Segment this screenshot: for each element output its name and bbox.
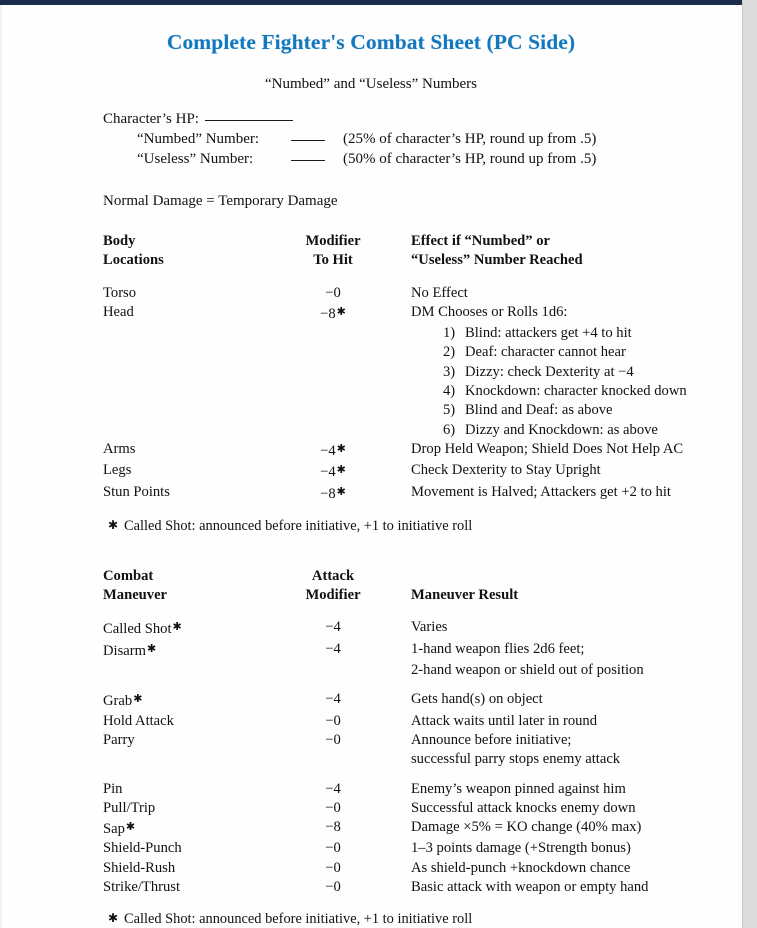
maneuver-modifier: −0	[325, 879, 341, 896]
maneuver-name: Shield-Rush	[103, 859, 176, 876]
useless-number-label: “Useless” Number:	[137, 151, 254, 167]
asterisk-icon: ✱	[108, 911, 119, 926]
d6-number: 5)	[443, 402, 456, 419]
numbed-number-blank[interactable]	[291, 140, 325, 141]
maneuver-modifier: −4	[325, 640, 341, 657]
maneuver-result: Basic attack with weapon or empty hand	[411, 879, 649, 896]
called-shot-asterisk-icon: ✱	[125, 821, 136, 834]
location-effect: Drop Held Weapon; Shield Does Not Help AC	[411, 440, 684, 457]
d6-number: 4)	[443, 383, 456, 400]
table-row	[0, 712, 742, 731]
location-modifier: −8✱	[320, 305, 346, 322]
list-item	[443, 382, 742, 401]
header-to-hit: To Hit	[313, 252, 353, 269]
location-name: Torso	[103, 284, 137, 301]
table-row	[0, 799, 742, 818]
useless-number-note: (50% of character’s HP, round up from .5)	[343, 151, 597, 167]
list-item	[443, 363, 742, 382]
list-item	[443, 324, 742, 343]
called-shot-asterisk-icon: ✱	[172, 621, 182, 634]
table-row	[0, 818, 742, 839]
called-shot-asterisk-icon: ✱	[146, 642, 157, 655]
table-header-row	[0, 232, 742, 251]
page-right-margin	[742, 0, 757, 928]
maneuver-modifier: −4	[325, 691, 341, 708]
called-shot-asterisk-icon: ✱	[336, 442, 346, 455]
maneuver-result: 1–3 points damage (+Strength bonus)	[411, 840, 631, 857]
d6-number: 2)	[443, 344, 456, 361]
character-hp-line	[103, 109, 742, 129]
header-modifier: Modifier	[305, 587, 361, 604]
maneuver-modifier: −8	[325, 819, 341, 836]
location-name: Arms	[103, 440, 136, 457]
d6-number: 1)	[443, 325, 456, 342]
maneuver-header-row	[0, 567, 742, 586]
called-shot-asterisk-icon: ✱	[336, 464, 346, 477]
list-item	[443, 401, 742, 420]
location-effect: Movement is Halved; Attackers get +2 to hit	[411, 483, 671, 500]
table-row	[0, 618, 742, 639]
numbed-number-label: “Numbed” Number:	[137, 131, 260, 147]
maneuver-result: Successful attack knocks enemy down	[411, 799, 636, 816]
table-row	[0, 690, 742, 711]
maneuver-name: Shield-Punch	[103, 840, 182, 857]
maneuver-modifier: −4	[325, 619, 341, 636]
table-row	[0, 284, 742, 303]
maneuver-modifier: −0	[325, 712, 341, 729]
maneuver-result-continued: 2-hand weapon or shield out of position	[411, 662, 644, 679]
location-effect: Check Dexterity to Stay Upright	[411, 462, 601, 479]
table-row	[0, 303, 742, 324]
table-row	[0, 839, 742, 858]
maneuver-name: Sap✱	[103, 821, 136, 838]
table-row	[0, 731, 742, 750]
maneuver-table-footnote	[0, 911, 742, 928]
d6-text: Knockdown: character knocked down	[465, 383, 687, 400]
header-effect-line2: “Useless” Number Reached	[411, 252, 583, 269]
numbed-number-line	[103, 129, 742, 149]
maneuver-result: Announce before initiative;	[411, 731, 572, 748]
header-attack: Attack	[311, 567, 355, 584]
page-content	[0, 5, 742, 928]
location-modifier: −4✱	[320, 464, 346, 481]
maneuver-result: Attack waits until later in round	[411, 712, 598, 729]
maneuver-modifier: −0	[325, 840, 341, 857]
footnote-text: Called Shot: announced before initiative, +1 to initiative roll	[124, 517, 473, 534]
location-effect: DM Chooses or Rolls 1d6:	[411, 303, 568, 320]
maneuver-modifier: −0	[325, 731, 341, 748]
called-shot-asterisk-icon: ✱	[336, 305, 346, 318]
called-shot-asterisk-icon: ✱	[336, 485, 346, 498]
maneuver-result: Enemy’s weapon pinned against him	[411, 780, 626, 797]
asterisk-icon: ✱	[108, 517, 119, 532]
body-table-footnote	[0, 518, 742, 535]
location-name: Stun Points	[103, 483, 170, 500]
list-item	[443, 343, 742, 362]
d6-text: Dizzy: check Dexterity at −4	[465, 363, 634, 380]
useless-number-line	[103, 149, 742, 169]
d6-number: 6)	[443, 421, 456, 438]
maneuver-name: Called Shot✱	[103, 621, 182, 638]
header-combat: Combat	[103, 567, 154, 584]
location-name: Legs	[103, 462, 132, 479]
numbed-number-note: (25% of character’s HP, round up from .5)	[343, 131, 597, 147]
useless-number-blank[interactable]	[291, 160, 325, 161]
maneuver-header-row-2	[0, 586, 742, 605]
header-modifier: Modifier	[305, 233, 361, 249]
maneuver-modifier: −0	[325, 859, 341, 876]
maneuver-name: Pin	[103, 780, 123, 797]
header-body: Body	[103, 233, 136, 249]
location-modifier: −4✱	[320, 442, 346, 459]
d6-number: 3)	[443, 363, 456, 380]
header-locations: Locations	[103, 252, 164, 269]
page-subtitle: “Numbed” and “Useless” Numbers	[264, 76, 477, 92]
location-name: Head	[103, 303, 134, 320]
table-row	[0, 859, 742, 878]
table-header-row-2	[0, 251, 742, 270]
maneuver-result: 1-hand weapon flies 2d6 feet;	[411, 640, 585, 657]
list-item	[443, 421, 742, 440]
table-row	[0, 780, 742, 799]
maneuver-modifier: −4	[325, 780, 341, 797]
d6-text: Blind: attackers get +4 to hit	[465, 325, 632, 342]
footnote-text: Called Shot: announced before initiative, +1 to initiative roll	[124, 911, 473, 928]
location-modifier: −8✱	[320, 485, 346, 502]
header-effect-line1: Effect if “Numbed” or	[411, 233, 551, 249]
d6-text: Blind and Deaf: as above	[465, 402, 613, 419]
character-hp-blank[interactable]	[205, 120, 293, 121]
d6-text: Dizzy and Knockdown: as above	[465, 421, 658, 438]
location-modifier: −0	[325, 284, 341, 301]
normal-damage-note: Normal Damage = Temporary Damage	[103, 193, 338, 209]
header-maneuver-result: Maneuver Result	[411, 587, 519, 604]
d6-effects-list	[0, 324, 742, 440]
hp-section	[0, 109, 742, 169]
page-title: Complete Fighter's Combat Sheet (PC Side)	[166, 30, 576, 54]
location-effect: No Effect	[411, 284, 468, 301]
maneuver-result: Gets hand(s) on object	[411, 691, 543, 708]
maneuver-modifier: −0	[325, 799, 341, 816]
maneuver-name: Strike/Thrust	[103, 879, 181, 896]
maneuver-result-continued: successful parry stops enemy attack	[411, 751, 621, 768]
maneuver-name: Hold Attack	[103, 712, 174, 729]
d6-text: Deaf: character cannot hear	[465, 344, 626, 361]
combat-maneuver-table	[0, 567, 742, 928]
table-row	[0, 440, 742, 461]
maneuver-result: Damage ×5% = KO change (40% max)	[411, 819, 642, 836]
character-hp-label: Character’s HP:	[103, 111, 199, 127]
maneuver-name: Grab✱	[103, 693, 143, 710]
maneuver-result: As shield-punch +knockdown chance	[411, 859, 631, 876]
maneuver-name: Parry	[103, 731, 135, 748]
header-maneuver: Maneuver	[103, 587, 168, 604]
maneuver-name: Disarm✱	[103, 642, 157, 659]
maneuver-result: Varies	[411, 619, 448, 636]
called-shot-asterisk-icon: ✱	[133, 693, 143, 706]
body-locations-table	[0, 232, 742, 535]
table-row	[0, 640, 742, 661]
table-row	[0, 461, 742, 482]
table-row	[0, 483, 742, 504]
maneuver-name: Pull/Trip	[103, 799, 156, 816]
table-row	[0, 878, 742, 897]
